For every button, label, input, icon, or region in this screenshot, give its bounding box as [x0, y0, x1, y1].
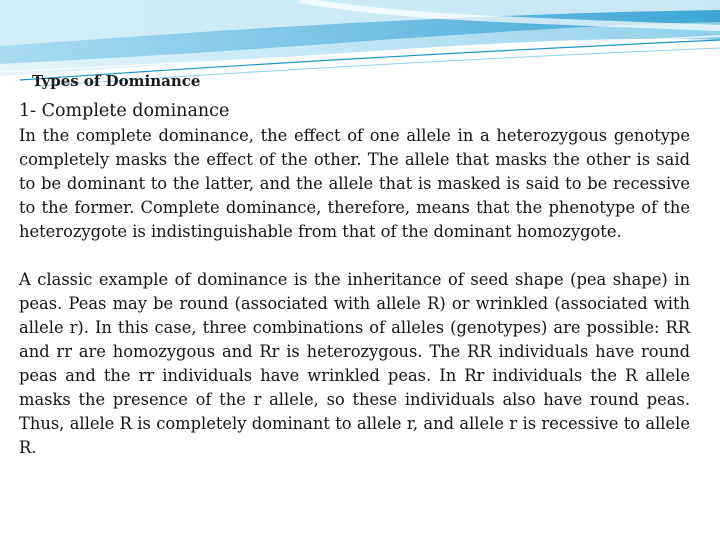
slide-title: Types of Dominance	[32, 72, 201, 90]
paragraph-definition: In the complete dominance, the effect of one allele in a heterozygous genotype completely masks the effect of the other. The allele that masks the other is said to be dominant to the latter, and the allele that is masked is said to be recessive to the former. Complete dominance, therefore, means that the phenotype of the heterozygote is indistinguishable from that of the dominant homozygote.	[19, 126, 690, 241]
paragraph-example: A classic example of dominance is the inheritance of seed shape (pea shape) in peas. Peas may be round (associated with allele R) or wrinkled (associated with allele r). In this case, three combinations of alleles (genotypes) are possible: RR and rr are homozygous and Rr is heterozygous. The RR individuals have round peas and the rr individuals have wrinkled peas. In Rr individuals the R allele masks the presence of the r allele, so these individuals also have round peas. Thus, allele R is completely dominant to allele r, and allele r is recessive to allele R.	[19, 270, 690, 457]
section-heading: 1- Complete dominance	[19, 101, 230, 121]
content-body	[19, 100, 690, 460]
